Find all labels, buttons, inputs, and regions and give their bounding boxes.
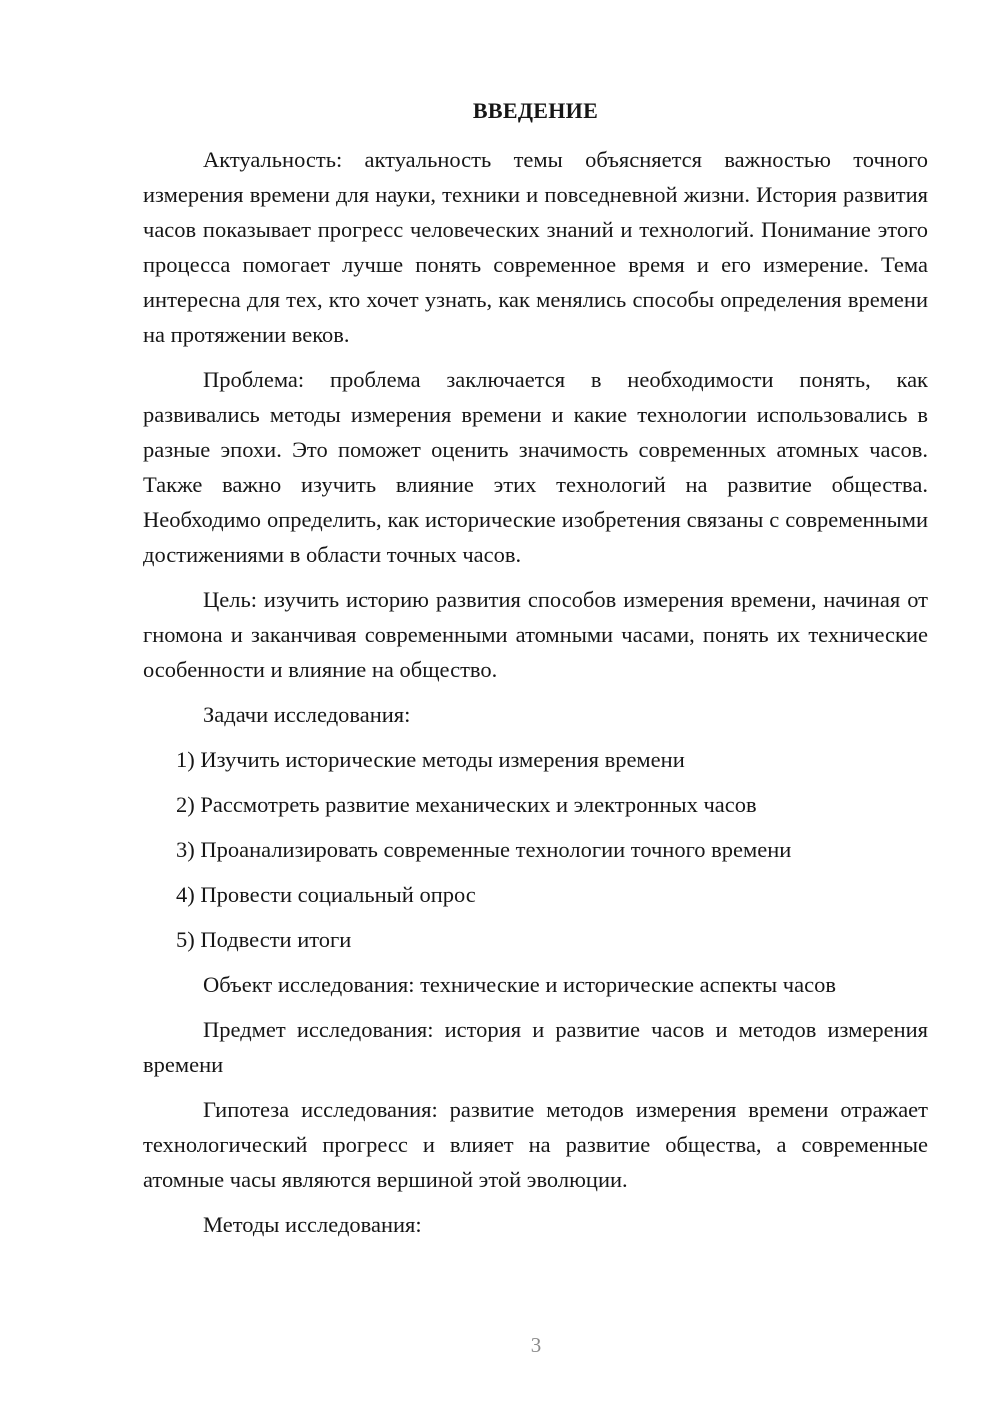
research-subject: Предмет исследования: история и развитие часов и методов измерения времени (143, 1017, 928, 1077)
list-item: 4) Провести социальный опрос (176, 882, 476, 907)
list-item: 3) Проанализировать современные технологии точного времени (176, 837, 792, 862)
relevance-paragraph: Актуальность: актуальность темы объясняется важностью точного измерения времени для науки, техники и повседневной жизни. История развития часов показывает прогресс человеческих знаний и технологий. Понимание этого процесса помогает лучше понять современное время и его измерение. Тема интересна для тех, кто хочет узнать, как менялись способы определения времени на протяжении веков. (143, 147, 928, 347)
document-page (143, 96, 928, 1252)
methods-heading: Методы исследования: (203, 1212, 422, 1237)
list-item: 2) Рассмотреть развитие механических и электронных часов (176, 792, 757, 817)
goal-paragraph: Цель: изучить историю развития способов измерения времени, начиная от гномона и заканчивая современными атомными часами, понять их технические особенности и влияние на общество. (143, 587, 928, 682)
problem-paragraph: Проблема: проблема заключается в необходимости понять, как развивались методы измерения времени и какие технологии использовались в разные эпохи. Это поможет оценить значимость современных атомных часов. Также важно изучить влияние этих технологий на развитие общества. Необходимо определить, как исторические изобретения связаны с современными достижениями в области точных часов. (143, 367, 928, 567)
list-item: 1) Изучить исторические методы измерения времени (176, 747, 685, 772)
research-object: Объект исследования: технические и исторические аспекты часов (203, 972, 836, 997)
research-hypothesis: Гипотеза исследования: развитие методов измерения времени отражает технологический прогресс и влияет на развитие общества, а современные атомные часы являются вершиной этой эволюции. (143, 1097, 928, 1192)
tasks-heading: Задачи исследования: (203, 702, 411, 727)
page-title: ВВЕДЕНИЕ (472, 98, 599, 123)
tasks-list (143, 742, 928, 957)
list-item: 5) Подвести итоги (176, 927, 352, 952)
page-number: 3 (530, 1333, 542, 1357)
